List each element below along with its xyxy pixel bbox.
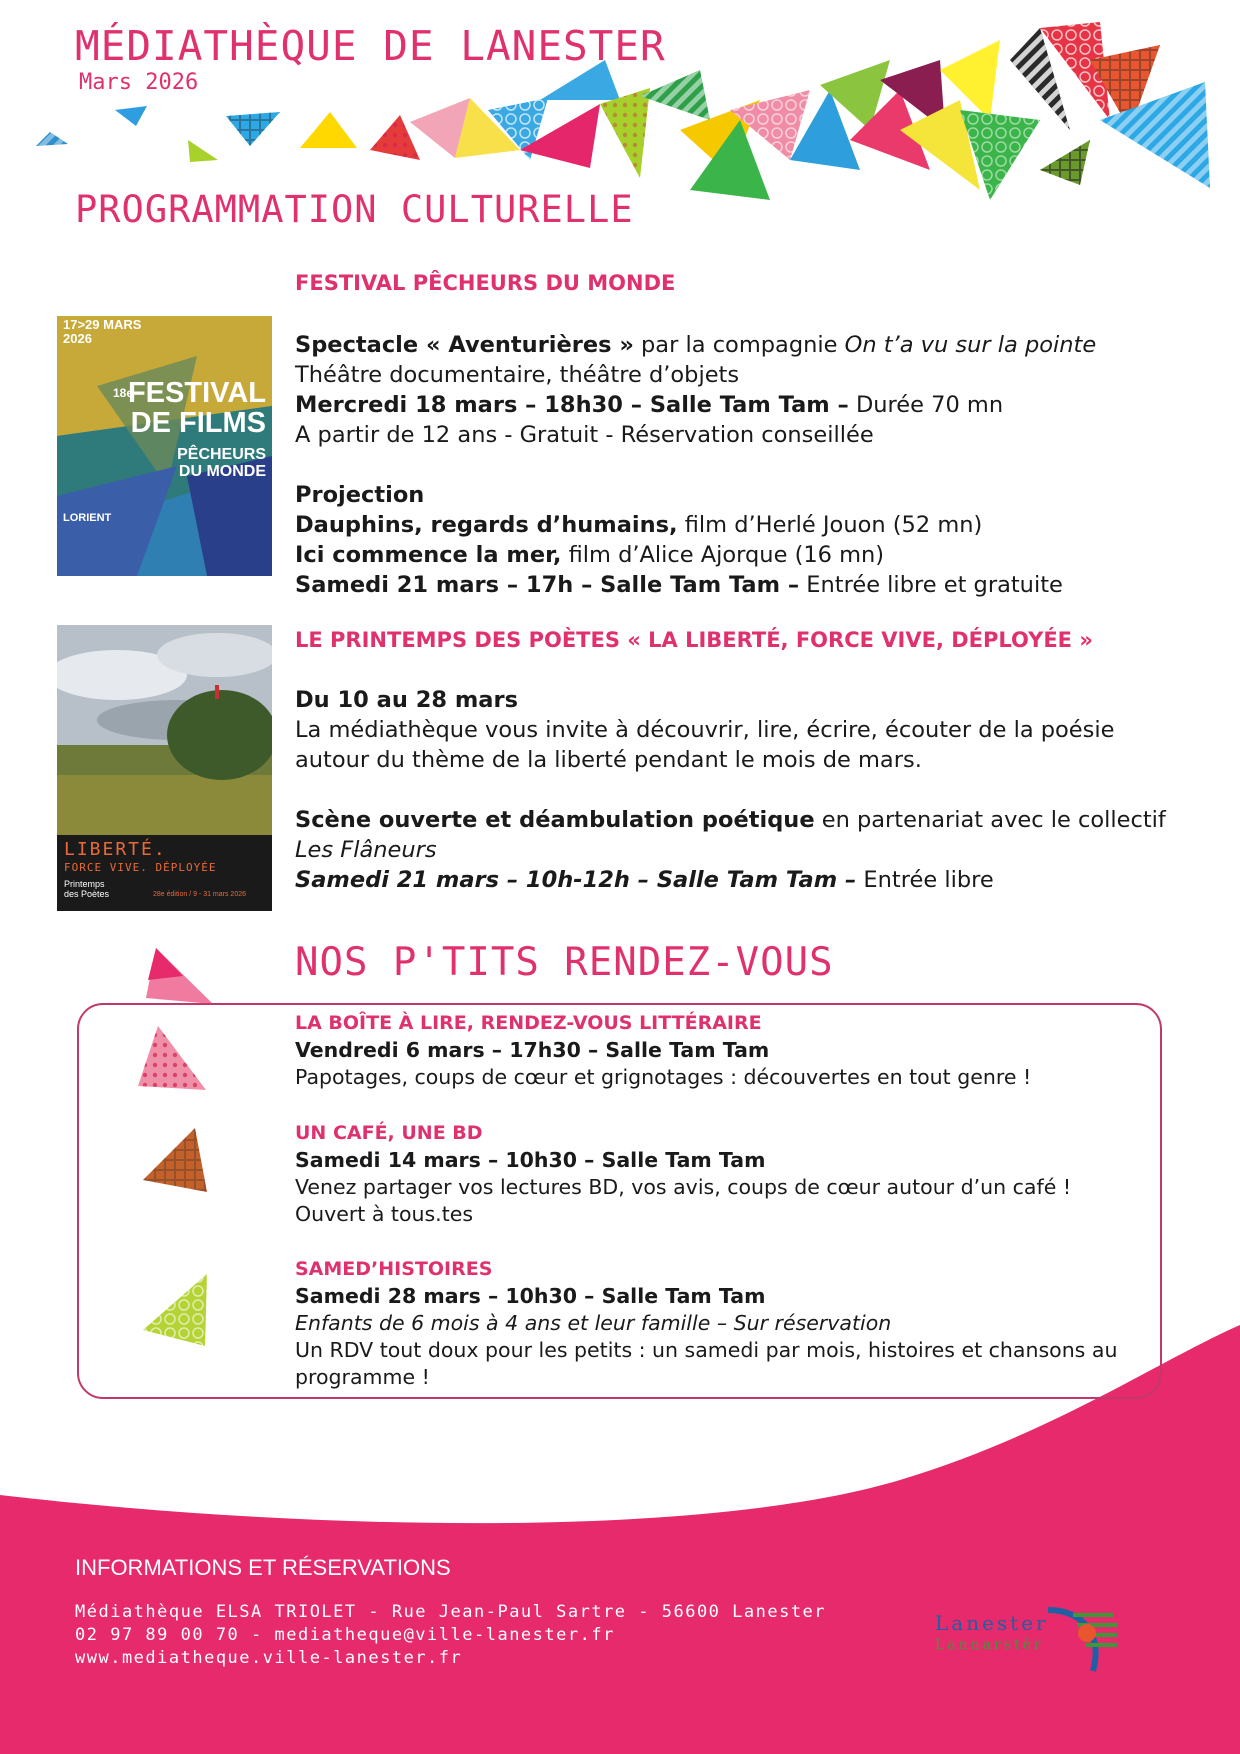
rdv-item-1 — [295, 1010, 1145, 1091]
poetes-poster-brand-1: Printemps — [64, 879, 105, 889]
scene-label: Scène ouverte et déambulation poétique — [295, 807, 815, 833]
rdv-item-3-when: Samedi 28 mars – 10h30 – Salle Tam Tam — [295, 1284, 766, 1308]
rdv-item-3-note: Enfants de 6 mois à 4 ans et leur famille – Sur réservation — [295, 1311, 892, 1335]
rdv-item-2-text: Venez partager vos lectures BD, vos avis, coups de cœur autour d’un café ! Ouvert à tous.tes — [295, 1175, 1072, 1226]
scene-line — [295, 805, 1175, 835]
lanester-logo — [935, 1605, 1135, 1675]
rdv-item-2-when: Samedi 14 mars – 10h30 – Salle Tam Tam — [295, 1148, 766, 1172]
scene-info: en partenariat avec le collectif — [814, 807, 1166, 833]
festival-poster-title-2: DE FILMS — [130, 407, 266, 439]
spectacle-by: par la compagnie — [633, 332, 845, 358]
poetes-description: La médiathèque vous invite à découvrir, lire, écrire, écouter de la poésie autour du thème de la liberté pendant le mois de mars. — [295, 717, 1115, 773]
poetes-poster — [57, 625, 272, 911]
rdv-item-2 — [295, 1120, 1145, 1228]
poetes-poster-brand-2: des Poètes — [64, 889, 110, 899]
lanester-logo-name: Lanester — [935, 1611, 1049, 1635]
rendezvous-title: NOS P'TITS RENDEZ-VOUS — [295, 940, 834, 985]
rdv-item-1-when: Vendredi 6 mars – 17h30 – Salle Tam Tam — [295, 1038, 770, 1062]
poetes-poster-title: LIBERTÉ. — [64, 839, 167, 860]
rdv-item-3-text: Un RDV tout doux pour les petits : un samedi par mois, histoires et chansons au programme ! — [295, 1338, 1118, 1389]
projection-label: Projection — [295, 482, 425, 508]
poetes-poster-subtitle: FORCE VIVE. DÉPLOYÉE — [64, 861, 217, 874]
rdv-item-3 — [295, 1256, 1145, 1391]
poetes-body — [295, 685, 1175, 895]
footer-website[interactable]: www.mediatheque.ville-lanester.fr — [75, 1648, 463, 1668]
festival-poster — [57, 316, 272, 576]
footer-heading: INFORMATIONS ET RÉSERVATIONS — [75, 1555, 451, 1580]
header-title: MÉDIATHÈQUE DE LANESTER — [75, 22, 666, 70]
spectacle-when: Mercredi 18 mars – 18h30 – Salle Tam Tam – — [295, 392, 849, 418]
projection-when: Samedi 21 mars – 17h – Salle Tam Tam – — [295, 572, 800, 598]
festival-poster-subtitle-2: DU MONDE — [178, 463, 266, 480]
spectacle-label: Spectacle « Aventurières » — [295, 332, 634, 358]
rdv-item-1-text: Papotages, coups de cœur et grignotages : découvertes en tout genre ! — [295, 1065, 1032, 1089]
projection-when-line — [295, 570, 1175, 600]
collective-name: Les Flâneurs — [295, 837, 437, 863]
film2-info: film d’Alice Ajorque (16 mn) — [561, 542, 885, 568]
projection-info: Entrée libre et gratuite — [799, 572, 1063, 598]
lanester-logo-mark — [1043, 1605, 1123, 1675]
footer-address: Médiathèque ELSA TRIOLET - Rue Jean-Paul Sartre - 56600 Lanester — [75, 1602, 827, 1622]
scene-access: Entrée libre — [856, 867, 994, 893]
film1-title: Dauphins, regards d’humains, — [295, 512, 678, 538]
festival-poster-city: LORIENT — [63, 512, 112, 524]
programme-title: PROGRAMMATION CULTURELLE — [75, 188, 634, 231]
scene-when-line — [295, 865, 1175, 895]
festival-body — [295, 330, 1175, 600]
spectacle-duration: Durée 70 mn — [848, 392, 1004, 418]
footer-contact[interactable]: 02 97 89 00 70 - mediatheque@ville-lanester.fr — [75, 1625, 615, 1645]
rdv-item-2-heading: UN CAFÉ, UNE BD — [295, 1122, 483, 1144]
spectacle-info: A partir de 12 ans - Gratuit - Réservation conseillée — [295, 422, 874, 448]
poetes-poster-edition: 28e édition / 9 - 31 mars 2026 — [153, 891, 247, 898]
spectacle-line — [295, 330, 1175, 360]
film2-line — [295, 540, 1175, 570]
rdv-triangle-green-icon — [135, 1270, 215, 1350]
spectacle-company: On t’a vu sur la pointe — [844, 332, 1097, 358]
festival-poster-dates: 17>29 MARS 2026 — [63, 317, 142, 346]
poetes-dates: Du 10 au 28 mars — [295, 687, 518, 713]
scene-when: Samedi 21 mars – 10h-12h – Salle Tam Tam – — [295, 867, 857, 893]
rdv-triangle-pink-icon — [130, 1020, 210, 1090]
rdv-title-triangle — [138, 940, 218, 1010]
header-month: Mars 2026 — [79, 70, 199, 95]
film1-line — [295, 510, 1175, 540]
poetes-heading: LE PRINTEMPS DES POÈTES « LA LIBERTÉ, FORCE VIVE, DÉPLOYÉE » — [295, 628, 1093, 652]
lanester-logo-breton: Lannarstêr — [935, 1637, 1044, 1653]
festival-poster-edition: 18e — [113, 386, 134, 400]
film1-info: film d’Herlé Jouon (52 mn) — [677, 512, 983, 538]
film2-title: Ici commence la mer, — [295, 542, 562, 568]
spectacle-genre: Théâtre documentaire, théâtre d’objets — [295, 362, 740, 388]
festival-heading: FESTIVAL PÊCHEURS DU MONDE — [295, 271, 676, 295]
festival-poster-title-1: FESTIVAL — [127, 377, 266, 409]
rdv-triangle-orange-icon — [135, 1120, 215, 1200]
festival-poster-subtitle-1: PÊCHEURS — [177, 446, 266, 463]
spectacle-when-line — [295, 390, 1175, 420]
rdv-item-1-heading: LA BOÎTE À LIRE, RENDEZ-VOUS LITTÉRAIRE — [295, 1012, 762, 1034]
rdv-item-3-heading: SAMED’HISTOIRES — [295, 1258, 493, 1280]
